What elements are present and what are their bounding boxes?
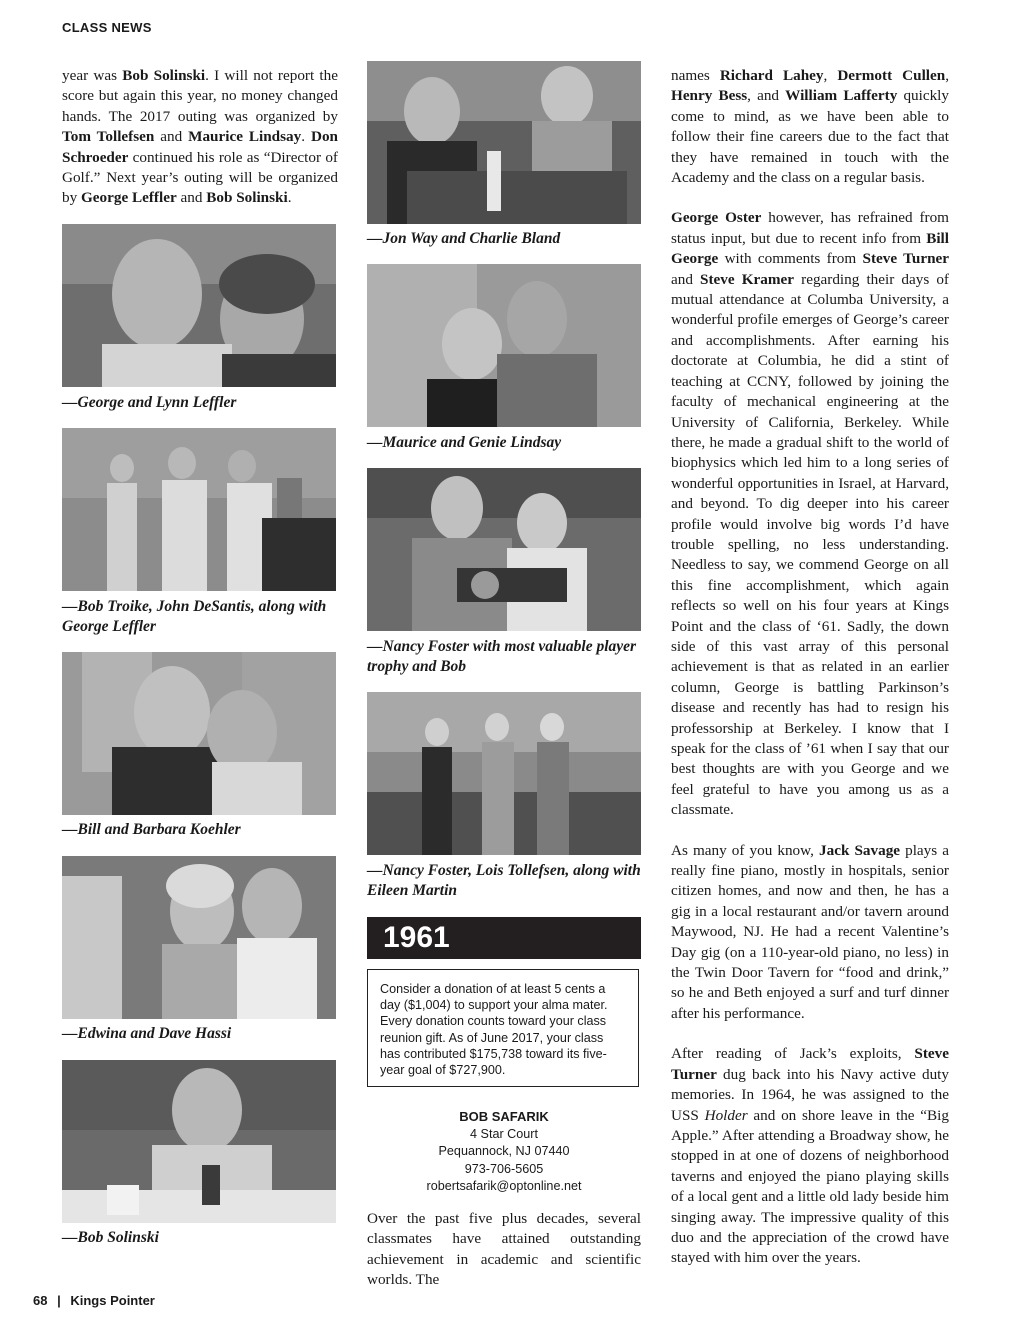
paragraph [671, 66, 949, 188]
page-footer [33, 1293, 155, 1308]
photo-george-lynn-leffler [62, 224, 336, 387]
photo-edwina-dave-hassi [62, 856, 336, 1019]
photo-maurice-genie-lindsay [367, 264, 641, 427]
photo-caption: —Bob Solinski [62, 1229, 159, 1246]
photo-jon-way-charlie-bland [367, 61, 641, 224]
text-run: regarding their days of mutual attendance at Columba University, a wonderful profile emerges of George’s career and accomplishments. After earning his doctorate at Columbia, he did a stint of teaching at CCNY, followed by joining the faculty of mechanical engineering at the University of California, Berkeley. While there, he made a gradual shift to the world of biophysics which led him to a long series of wonderful opportunities in Israel, at Harvard, and beyond. To dig deeper into his career profile would involve big words I’d have trouble spelling, no less understanding. Needless to say, we commend George on all this fine accomplishment, which again reflects so well on his four years at Kings Point and the class of ‘61. Sadly, the down side of this vast array of this personal achievement is that as related in an earlier column, George is battling Parkinson’s disease and recently has had to resign his professorship at Berkeley. I know that I speak for the class of ’61 when I say that our best thoughts are with you George and we feel grateful to have you among us as a classmate. [671, 270, 949, 819]
photo-bob-solinski [62, 1060, 336, 1223]
column-2-text [367, 1209, 641, 1291]
contact-name: BOB SAFARIK [459, 1109, 549, 1124]
person-name: Bill George [671, 229, 949, 268]
footer-separator: | [57, 1293, 61, 1308]
text-run: . [301, 128, 311, 146]
photo-troike-desantis-leffler [62, 428, 336, 591]
text-run: , [823, 67, 838, 84]
paragraph [671, 1044, 949, 1268]
person-name: Steve Turner [671, 1045, 949, 1083]
person-name: Tom Tollefsen [62, 128, 155, 146]
contact-city: Pequannock, NJ 07440 [438, 1144, 570, 1158]
photo-caption: —Maurice and Genie Lindsay [367, 434, 562, 451]
person-name: George Oster [671, 209, 762, 227]
photo-caption: —Bill and Barbara Koehler [62, 821, 241, 838]
person-name: Steve Turner [862, 250, 950, 268]
person-name: Don Schroeder [62, 128, 338, 166]
column-3-text [671, 66, 949, 1269]
text-run: Over the past five plus decades, several classmates have attained outstanding achievement in academic and scientific worlds. The [367, 1210, 641, 1289]
text-run: and [176, 189, 207, 207]
text-run: plays a really fine piano, mostly in hospitals, senior citizen homes, and now and then, he has a gig in a local restaurant and/or tavern around Maywood, NJ. He had a recent Valentine’s Day gig (on a 110-year-old piano, no less) in the Twin Door Tavern for “food and drink,” so he and Beth enjoyed a surf and turf dinner after his performance. [671, 841, 949, 1022]
page-number: 68 [33, 1293, 48, 1308]
person-name: Dermott Cullen [837, 67, 946, 84]
class-year-heading: 1961 [383, 921, 450, 954]
text-run: , and [747, 87, 786, 105]
paragraph [671, 208, 949, 820]
text-run: . I will not report the score but again this year, no money changed hands. The 2017 outing was organized by [62, 67, 338, 125]
text-run: As many of you know, [671, 841, 820, 859]
person-name: William Lafferty [785, 87, 898, 105]
person-name: Bob Solinski [122, 67, 206, 84]
paragraph [62, 66, 338, 209]
paragraph [367, 1209, 641, 1291]
text-run: with comments from [718, 250, 863, 268]
person-name: George Leffler [80, 189, 177, 207]
text-run: . [287, 189, 292, 207]
text-run: dug back into his Navy active duty memories. In 1964, he was assigned to the USS [671, 1065, 949, 1124]
paragraph [671, 841, 949, 1025]
photo-nancy-foster-group [367, 692, 641, 855]
photo-caption: —George and Lynn Leffler [62, 394, 237, 411]
photo-nancy-foster-trophy [367, 468, 641, 631]
text-run: After reading of Jack’s exploits, [671, 1045, 915, 1063]
section-header: CLASS NEWS [62, 20, 152, 35]
text-run: and on shore leave in the “Big Apple.” After attending a Broadway show, he stopped in at one of dozens of neighborhood taverns and enjoyed the piano playing skills of a local gent and a little old lady beside him singing away. The impressive quality of this duo and the appreciation of the crowd have stayed with him over the years. [671, 1106, 949, 1267]
contact-phone: 973-706-5605 [464, 1161, 544, 1176]
photo-bill-barbara-koehler [62, 652, 336, 815]
text-run: year was [62, 67, 123, 84]
text-run: , [945, 67, 949, 84]
photo-caption: —Jon Way and Charlie Bland [367, 230, 561, 247]
publication-name: Kings Pointer [70, 1293, 155, 1308]
photo-caption: —Nancy Foster, Lois Tollefsen, along with Eileen Martin [367, 862, 641, 899]
text-run: names [671, 67, 720, 84]
person-name: Bob Solinski [206, 189, 288, 207]
class-year-banner [367, 917, 641, 959]
text-run: continued his role as “Director of Golf.” Next year’s outing will be organized by [62, 148, 338, 207]
photo-caption: —Nancy Foster with most valuable player trophy and Bob [367, 638, 637, 675]
column-1-text [62, 66, 338, 209]
text-run: and [671, 270, 701, 288]
donation-notice: Consider a donation of at least 5 cents a day ($1,004) to support your alma mater. Every donation counts toward your class reunion gift. As of June 2017, your class has contributed $175,738 toward its five-year goal of $727,900. [367, 969, 639, 1087]
text-run: Holder [704, 1106, 748, 1124]
person-name: Richard Lahey [719, 67, 824, 84]
photo-caption: —Bob Troike, John DeSantis, along with George Leffler [62, 598, 327, 635]
contact-email[interactable]: robertsafarik@optonline.net [426, 1179, 582, 1193]
person-name: Jack Savage [819, 841, 901, 859]
person-name: Henry Bess [671, 87, 748, 105]
photo-caption: —Edwina and Dave Hassi [62, 1025, 232, 1042]
text-run: quickly come to mind, as we have been able to follow their fine careers due to the fact that they have remained in touch with the Academy and the class on a regular basis. [671, 87, 949, 187]
contact-street: 4 Star Court [470, 1126, 538, 1141]
text-run: and [154, 128, 189, 146]
text-run: however, has refrained from status input, but due to recent info from [671, 209, 949, 247]
person-name: Maurice Lindsay [188, 128, 302, 146]
class-contact [367, 1108, 641, 1196]
person-name: Steve Kramer [700, 270, 795, 288]
